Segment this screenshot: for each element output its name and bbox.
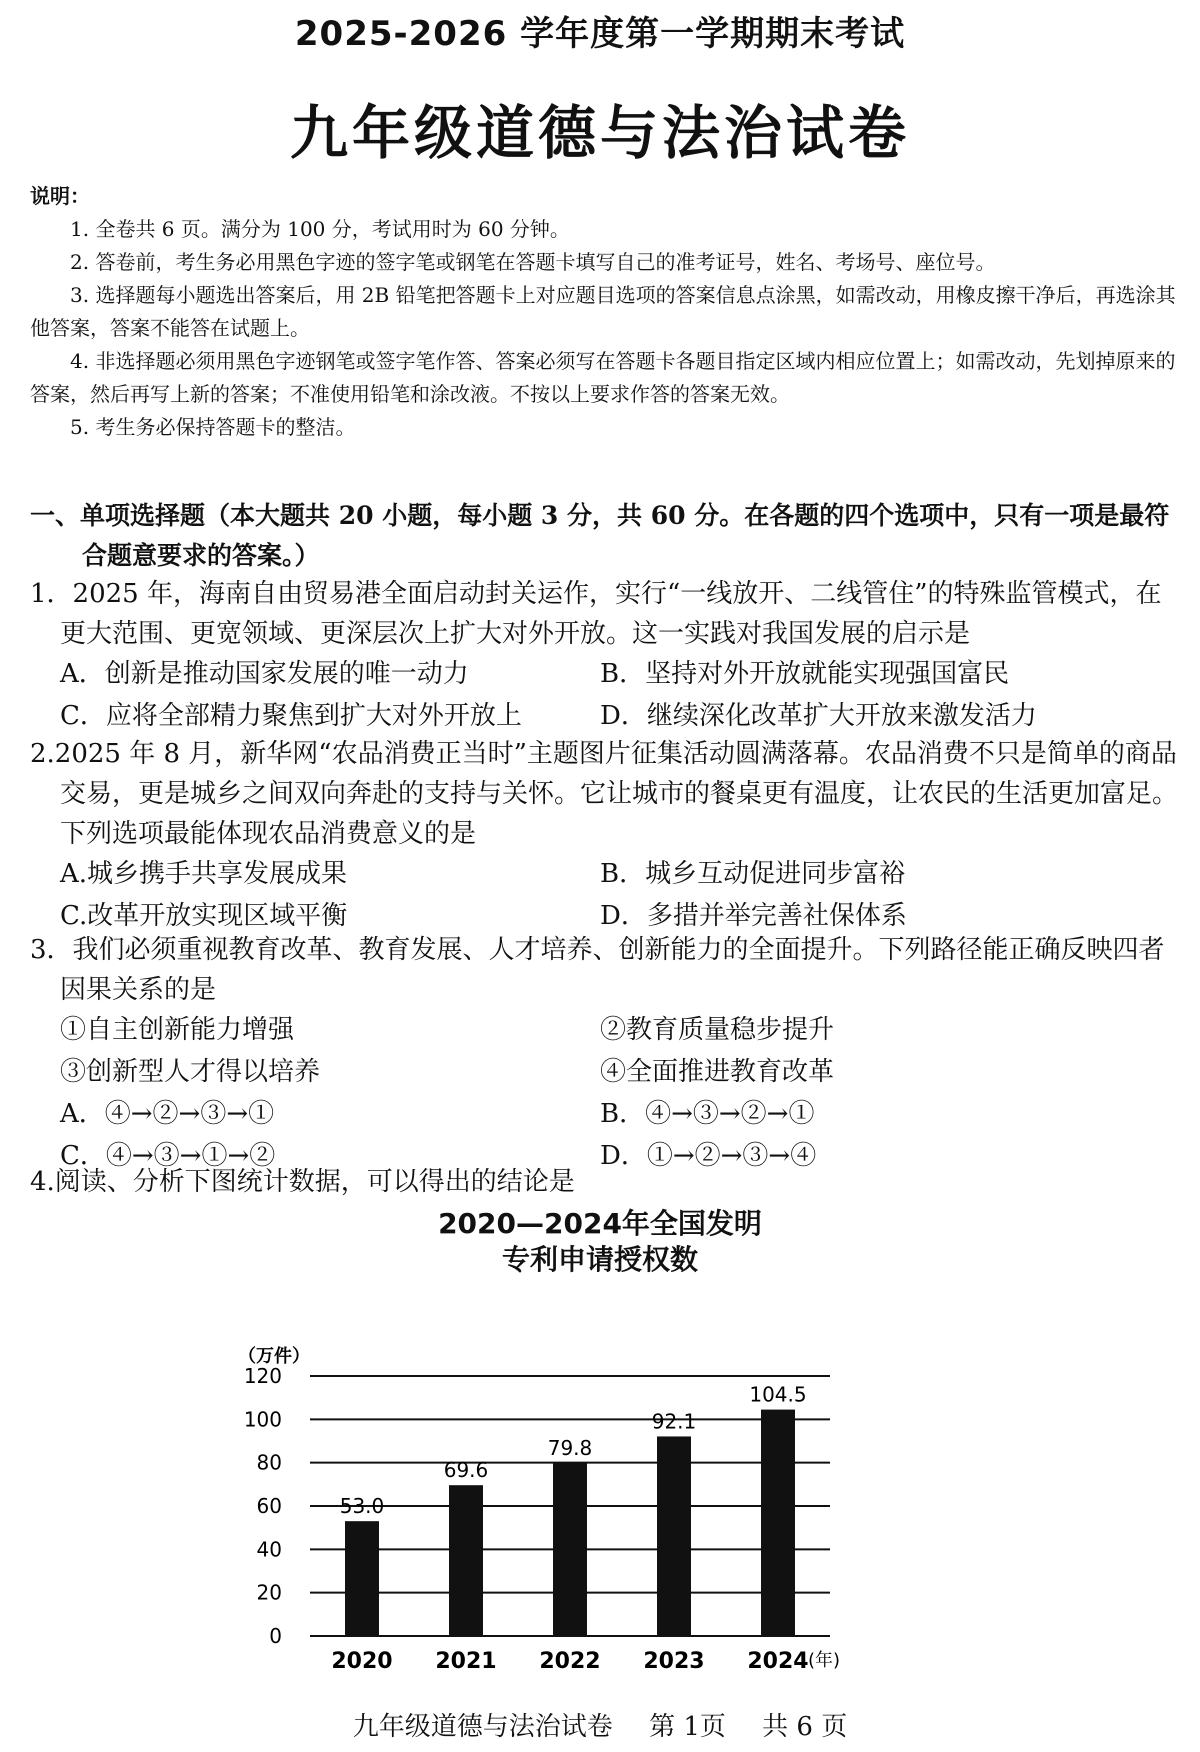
instruction-item: 4. 非选择题必须用黑色字迹钢笔或签字笔作答、答案必须写在答题卡各题目指定区域内相应位置上；如需改动，先划掉原来的答案，然后再写上新的答案；不准使用铅笔和涂改液。不按以上要求作答的答案无效。 xyxy=(30,349,1176,406)
options-row xyxy=(30,696,1180,738)
statement-3: ③创新型人才得以培养 xyxy=(60,1057,321,1087)
instruction-item: 5. 考生务必保持答题卡的整洁。 xyxy=(70,415,356,439)
option-c: C．④→③→①→② xyxy=(60,1141,276,1171)
y-tick-label: 100 xyxy=(243,1407,282,1432)
x-tick-label-2023: 2023 xyxy=(643,1649,705,1674)
statement-4: ④全面推进教育改革 xyxy=(600,1057,835,1087)
instructions-heading: 说明： xyxy=(30,184,90,208)
option-b: B．④→③→②→① xyxy=(600,1099,815,1129)
option-c: C.改革开放实现区域平衡 xyxy=(60,901,348,931)
statements-row xyxy=(30,1052,1180,1094)
instruction-item: 1. 全卷共 6 页。满分为 100 分，考试用时为 60 分钟。 xyxy=(70,217,570,241)
footer-exam-name: 九年级道德与法治试卷 xyxy=(352,1712,613,1742)
option-a: A．④→②→③→① xyxy=(60,1099,275,1129)
y-tick-label: 80 xyxy=(256,1450,282,1475)
question-3 xyxy=(30,930,1180,1178)
option-c: C．应将全部精力聚焦到扩大对外开放上 xyxy=(60,701,522,731)
chart-title-line2: 专利申请授权数 xyxy=(501,1243,698,1276)
instruction-item: 2. 答卷前，考生务必用黑色字迹的签字笔或钢笔在答题卡填写自己的准考证号，姓名、考场号、座位号。 xyxy=(70,250,996,274)
patent-bar-chart xyxy=(230,1336,950,1696)
bar-2020 xyxy=(345,1521,379,1636)
x-axis-label: (年) xyxy=(808,1650,841,1671)
x-tick-label-2021: 2021 xyxy=(435,1649,497,1674)
option-a: A.城乡携手共享发展成果 xyxy=(60,859,348,889)
option-b: B．城乡互动促进同步富裕 xyxy=(600,859,906,889)
statement-1: ①自主创新能力增强 xyxy=(60,1015,295,1045)
page-footer xyxy=(0,1706,1200,1743)
question-stem: 3．我们必须重视教育改革、教育发展、人才培养、创新能力的全面提升。下列路径能正确反映四者因果关系的是 xyxy=(30,935,1165,1005)
data-label-2022: 79.8 xyxy=(547,1436,593,1461)
bar-2024 xyxy=(761,1410,795,1636)
exam-subject-title: 九年级道德与法治试卷 xyxy=(289,99,910,167)
y-tick-label: 120 xyxy=(243,1364,282,1388)
question-1 xyxy=(30,574,1180,738)
option-a: A．创新是推动国家发展的唯一动力 xyxy=(60,659,469,689)
question-2 xyxy=(30,734,1180,938)
bar-2021 xyxy=(449,1485,483,1636)
data-label-2020: 53.0 xyxy=(339,1494,385,1519)
y-tick-label: 40 xyxy=(256,1537,282,1562)
options-row xyxy=(30,1094,1180,1136)
statements-row xyxy=(30,1010,1180,1052)
exam-term-title: 2025-2026 学年度第一学期期末考试 xyxy=(294,14,906,54)
instruction-item: 3. 选择题每小题选出答案后，用 2B 铅笔把答题卡上对应题目选项的答案信息点涂黑，如需改动，用橡皮擦干净后，再选涂其他答案，答案不能答在试题上。 xyxy=(30,283,1176,340)
data-label-2024: 104.5 xyxy=(749,1382,807,1407)
question-stem: 2.2025 年 8 月，新华网“农品消费正当时”主题图片征集活动圆满落幕。农品消费不只是简单的商品交易，更是城乡之间双向奔赴的支持与关怀。它让城市的餐桌更有温度，让农民的生活更加富足。下列选项最能体现农品消费意义的是 xyxy=(30,739,1179,849)
section-heading: 一、单项选择题（本大题共 20 小题，每小题 3 分，共 60 分。在各题的四个选项中，只有一项是最符合题意要求的答案。） xyxy=(30,501,1170,570)
y-tick-label: 60 xyxy=(256,1494,282,1518)
options-row xyxy=(30,654,1180,696)
bar-2022 xyxy=(553,1463,587,1636)
footer-page-number: 第 1页 xyxy=(649,1712,726,1742)
x-tick-label-2022: 2022 xyxy=(539,1649,601,1674)
x-tick-label-2024: 2024 xyxy=(747,1649,809,1674)
y-axis-label: （万件） xyxy=(238,1346,310,1367)
option-d: D．①→②→③→④ xyxy=(600,1141,817,1171)
question-stem: 4.阅读、分析下图统计数据，可以得出的结论是 xyxy=(30,1167,575,1197)
statement-2: ②教育质量稳步提升 xyxy=(600,1015,835,1045)
option-d: D．多措并举完善社保体系 xyxy=(600,901,907,931)
x-tick-label-2020: 2020 xyxy=(331,1649,393,1674)
chart-title-line1: 2020—2024年全国发明 xyxy=(438,1207,762,1240)
y-tick-label: 0 xyxy=(269,1624,282,1648)
question-4 xyxy=(30,1162,1180,1202)
bar-2023 xyxy=(657,1436,691,1636)
footer-total-pages: 共 6 页 xyxy=(762,1712,848,1742)
data-label-2023: 92.1 xyxy=(651,1409,697,1434)
instructions xyxy=(30,180,1180,444)
y-tick-label: 20 xyxy=(256,1580,282,1605)
options-row xyxy=(30,854,1180,896)
data-label-2021: 69.6 xyxy=(443,1458,489,1483)
option-d: D．继续深化改革扩大开放来激发活力 xyxy=(600,701,1037,731)
question-stem: 1．2025 年，海南自由贸易港全面启动封关运作，实行“一线放开、二线管住”的特殊监管模式，在更大范围、更宽领域、更深层次上扩大对外开放。这一实践对我国发展的启示是 xyxy=(30,579,1162,649)
option-b: B．坚持对外开放就能实现强国富民 xyxy=(600,659,1010,689)
